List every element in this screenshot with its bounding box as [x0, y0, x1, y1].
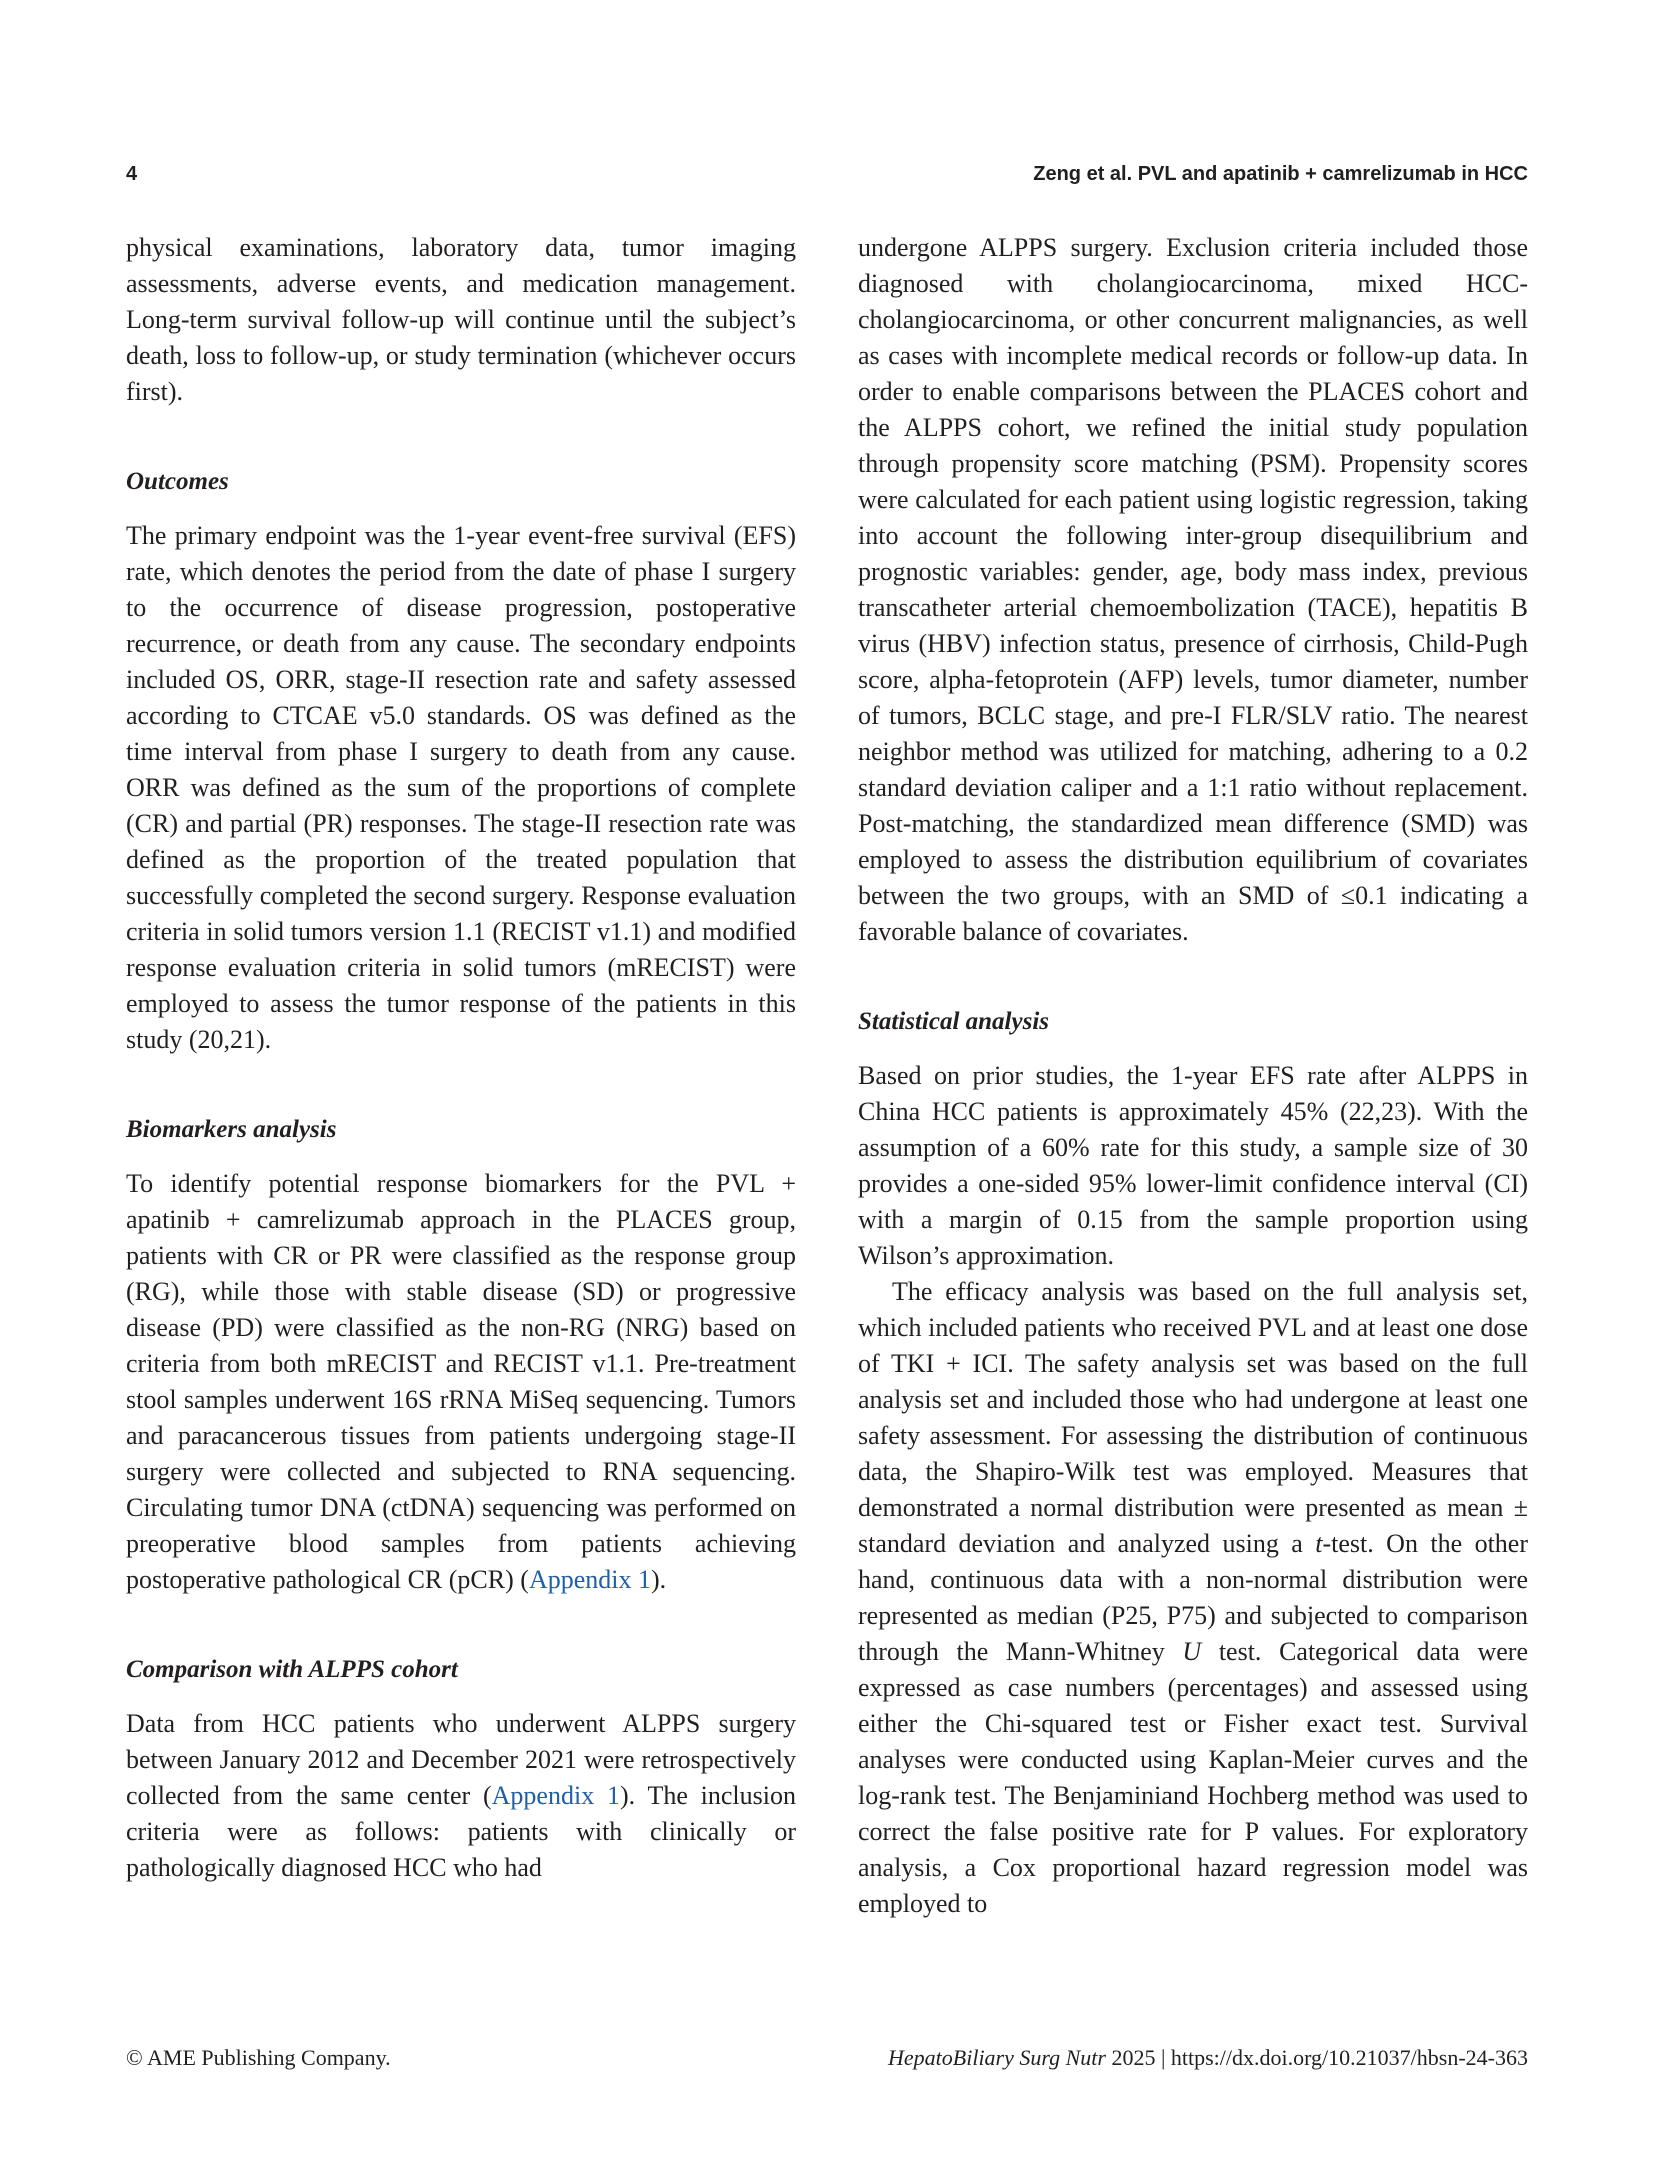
page-footer [126, 2045, 1528, 2075]
right-column [858, 230, 1528, 1922]
appendix-link[interactable]: Appendix 1 [491, 1781, 620, 1810]
statistics-paragraph: The efficacy analysis was based on the full analysis set, which included patients who received PVL and at least one dose of TKI + ICI. The safety analysis set was based on the full analysis set and included those who had undergone at least one safety assessment. For assessing the distribution of continuous data, the Shapiro-Wilk test was employed. Measures that demonstrated a normal distribution were presented as mean ± standard deviation and analyzed using a t-test. On the other hand, continuous data with a non-normal distribution were represented as median (P25, P75) and subjected to comparison through the Mann-Whitney U test. Categorical data were expressed as case numbers (percentages) and assessed using either the Chi-squared test or Fisher exact test. Survival analyses were conducted using Kaplan-Meier curves and the log-rank test. The Benjaminiand Hochberg method was used to correct the false positive rate for P values. For exploratory analysis, a Cox proportional hazard regression model was employed to [858, 1277, 1528, 1918]
doi-link[interactable]: 2025 | https://dx.doi.org/10.21037/hbsn-24-363 [1105, 2045, 1528, 2070]
running-title: Zeng et al. PVL and apatinib + camrelizumab in HCC [1033, 163, 1528, 185]
running-header [126, 163, 1528, 193]
biomarkers-paragraph: To identify potential response biomarkers for the PVL + apatinib + camrelizumab approach in the PLACES group, patients with CR or PR were classified as the response group (RG), while those with stable disease (SD) or progressive disease (PD) were classified as the non-RG (NRG) based on criteria from both mRECIST and RECIST v1.1. Pre-treatment stool samples underwent 16S rRNA MiSeq sequencing. Tumors and paracancerous tissues from patients undergoing stage-II surgery were collected and subjected to RNA sequencing. Circulating tumor DNA (ctDNA) sequencing was performed on preoperative blood samples from patients achieving postoperative pathological CR (pCR) (Appendix 1). [126, 1169, 796, 1594]
outcomes-paragraph: The primary endpoint was the 1-year event-free survival (EFS) rate, which denotes the period from the date of phase I surgery to the occurrence of disease progression, postoperative recurrence, or death from any cause. The secondary endpoints included OS, ORR, stage-II resection rate and safety assessed according to CTCAE v5.0 standards. OS was defined as the time interval from phase I surgery to death from any cause. ORR was defined as the sum of the proportions of complete (CR) and partial (PR) responses. The stage-II resection rate was defined as the proportion of the treated population that successfully completed the second surgery. Response evaluation criteria in solid tumors version 1.1 (RECIST v1.1) and modified response evaluation criteria in solid tumors (mRECIST) were employed to assess the tumor response of the patients in this study (20,21). [126, 521, 796, 1054]
page-number: 4 [126, 163, 138, 185]
outcomes-heading: Outcomes [126, 468, 229, 495]
copyright-notice: © AME Publishing Company. [126, 2045, 391, 2070]
statistical-analysis-heading: Statistical analysis [858, 1008, 1050, 1035]
biomarkers-heading: Biomarkers analysis [126, 1116, 337, 1143]
intro-paragraph: physical examinations, laboratory data, tumor imaging assessments, adverse events, and medication management. Long-term survival follow-up will continue until the subject’s death, loss to follow-up, or study termination (whichever occurs first). [126, 233, 796, 406]
comparison-paragraph: Data from HCC patients who underwent ALPPS surgery between January 2012 and December 2021 were retrospectively collected from the same center (Appendix 1). The inclusion criteria were as follows: patients with clinically or pathologically diagnosed HCC who had [126, 1709, 796, 1882]
journal-name: HepatoBiliary Surg Nutr [888, 2045, 1106, 2070]
exclusion-paragraph: undergone ALPPS surgery. Exclusion criteria included those diagnosed with cholangiocarcinoma, mixed HCC-cholangiocarcinoma, or other concurrent malignancies, as well as cases with incomplete medical records or follow-up data. In order to enable comparisons between the PLACES cohort and the ALPPS cohort, we refined the initial study population through propensity score matching (PSM). Propensity scores were calculated for each patient using logistic regression, taking into account the following inter-group disequilibrium and prognostic variables: gender, age, body mass index, previous transcatheter arterial chemoembolization (TACE), hepatitis B virus (HBV) infection status, presence of cirrhosis, Child-Pugh score, alpha-fetoprotein (AFP) levels, tumor diameter, number of tumors, BCLC stage, and pre-I FLR/SLV ratio. The nearest neighbor method was utilized for matching, adhering to a 0.2 standard deviation caliper and a 1:1 ratio without replacement. Post-matching, the standardized mean difference (SMD) was employed to assess the distribution equilibrium of covariates between the two groups, with an SMD of ≤0.1 indicating a favorable balance of covariates. [858, 233, 1528, 946]
left-column [126, 230, 796, 1886]
citation-info [888, 2045, 1528, 2071]
sample-size-paragraph: Based on prior studies, the 1-year EFS rate after ALPPS in China HCC patients is approximately 45% (22,23). With the assumption of a 60% rate for this study, a sample size of 30 provides a one-sided 95% lower-limit confidence interval (CI) with a margin of 0.15 from the sample proportion using Wilson’s approximation. [858, 1061, 1528, 1270]
comparison-heading: Comparison with ALPPS cohort [126, 1656, 458, 1683]
appendix-link[interactable]: Appendix 1 [528, 1565, 651, 1594]
